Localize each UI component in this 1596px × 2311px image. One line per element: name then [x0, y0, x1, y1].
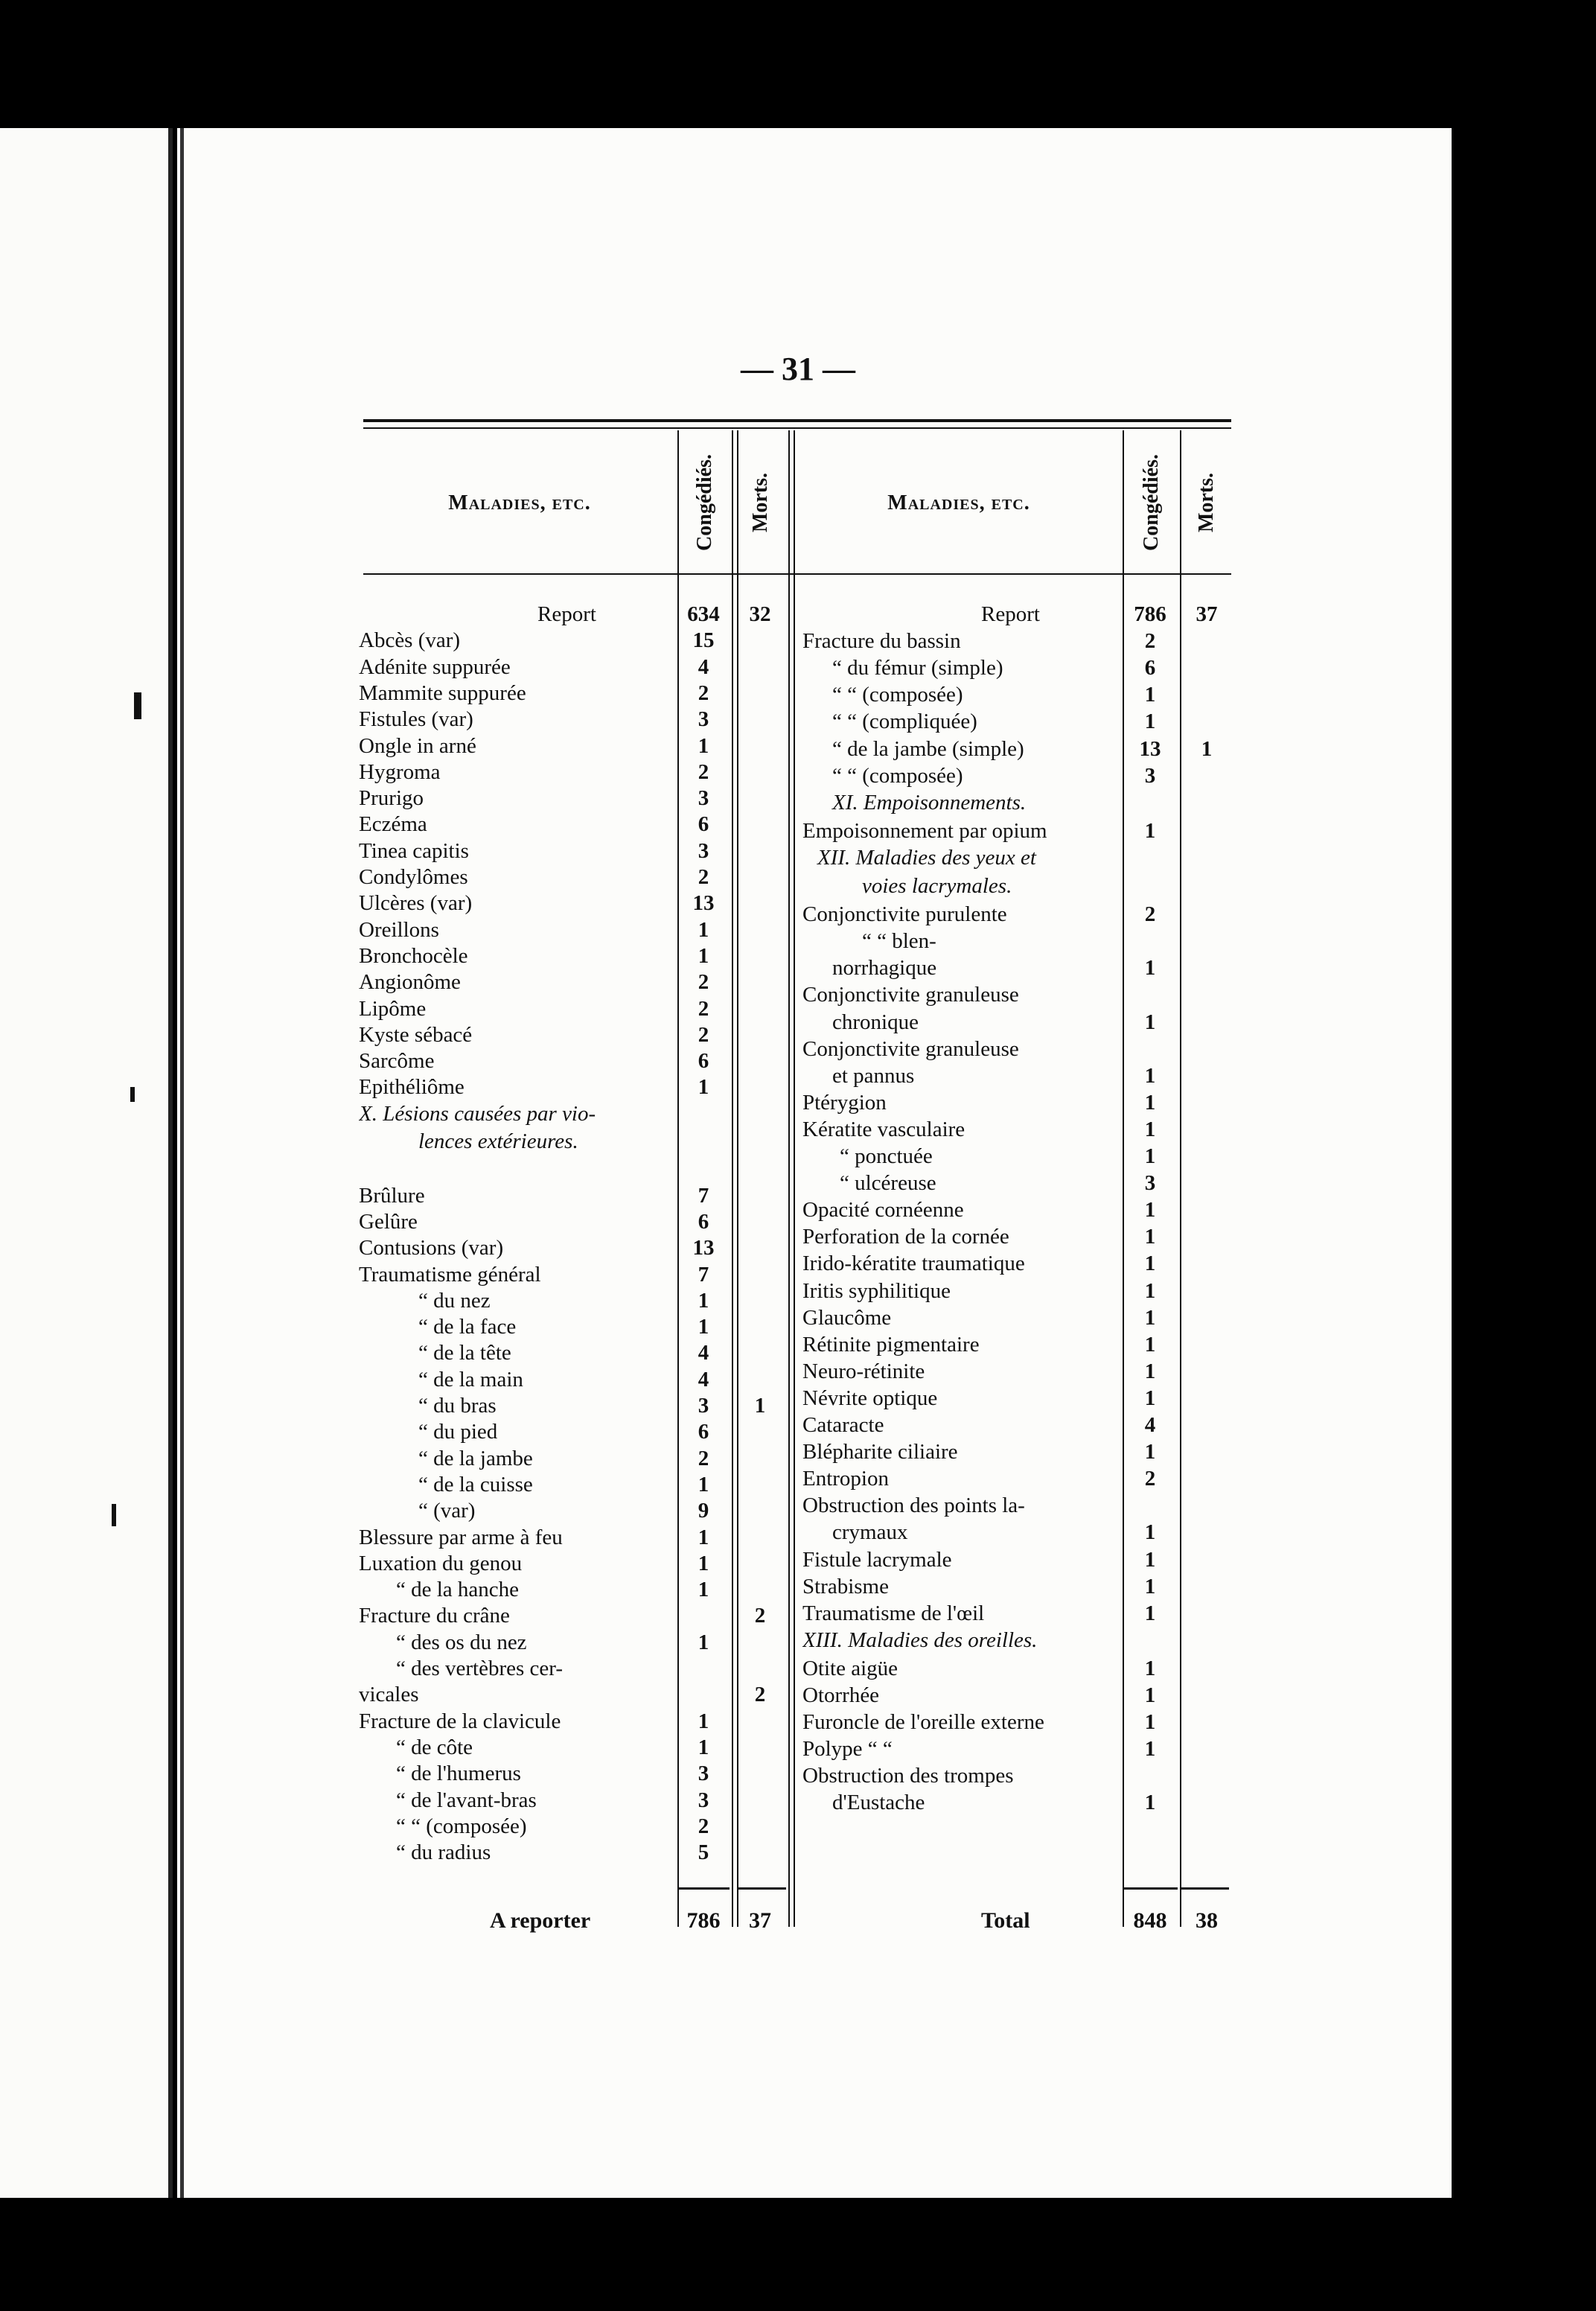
congedies-value: 6: [698, 1049, 709, 1074]
table-row: [802, 709, 1237, 735]
table-row: [359, 1446, 791, 1472]
table-row: [802, 1790, 1237, 1816]
left-total-rule: [679, 1887, 730, 1890]
table-row: [802, 1224, 1237, 1250]
row-label: Brûlure .....: [359, 1183, 673, 1209]
congedies-value: 3: [698, 838, 709, 863]
congedies-value: 3: [1144, 1171, 1156, 1196]
congedies-value: 3: [698, 1788, 709, 1812]
morts-value: 2: [754, 1683, 766, 1707]
row-label: Ongle in arné .....: [359, 733, 673, 759]
table-row: [359, 1603, 791, 1629]
table-row: [359, 1340, 791, 1366]
row-label: Blessure par arme à feu .....: [359, 1525, 673, 1551]
right-total-rule: [1181, 1887, 1229, 1890]
congedies-value: 1: [698, 943, 709, 968]
row-label: Irido-kératite traumatique .....: [802, 1251, 1120, 1277]
table-row: [359, 733, 791, 759]
row-label: “ des os du nez .....: [359, 1630, 673, 1656]
row-label: Kyste sébacé .....: [359, 1022, 673, 1048]
congedies-value: 1: [698, 917, 709, 942]
congedies-value: 4: [698, 1341, 709, 1365]
congedies-value: 7: [698, 1262, 709, 1287]
table-row: [359, 1551, 791, 1577]
table-row: [359, 785, 791, 812]
margin-speck: [112, 1504, 116, 1526]
table-row: [802, 1010, 1237, 1036]
total-label: Total .....: [802, 1907, 1120, 1934]
congedies-value: 2: [1144, 629, 1156, 654]
congedies-value: 1: [698, 1551, 709, 1575]
top-rule: [363, 419, 1231, 422]
table-row: [359, 1262, 791, 1288]
congedies-value: 6: [698, 1420, 709, 1444]
row-label: “ “ (composée) .....: [802, 682, 1120, 708]
section-heading: [359, 1129, 791, 1155]
table-row: [359, 1022, 791, 1048]
row-label: Polype “ “: [802, 1737, 893, 1762]
table-row: [802, 1359, 1237, 1385]
row-label: Traumatisme de l'œil .....: [802, 1601, 1120, 1627]
table-row: [359, 1314, 791, 1340]
table-row: [359, 1209, 791, 1235]
table-row: [802, 1656, 1237, 1682]
right-header-label: Maladies, etc.: [887, 491, 1030, 514]
row-label: Neuro-rétinite .....: [802, 1359, 1120, 1385]
table-row: [802, 602, 1237, 628]
row-label: Fistule lacrymale .....: [802, 1547, 1120, 1573]
congedies-value: 2: [698, 1814, 709, 1838]
table-row: [802, 628, 1237, 654]
table-row: [802, 1763, 1237, 1789]
row-label: Rétinite pigmentaire .....: [802, 1332, 1120, 1358]
table-row: [359, 1682, 791, 1708]
table-row: [802, 818, 1237, 844]
congedies-value: 634: [687, 602, 720, 626]
row-label: Luxation du genou .....: [359, 1551, 673, 1577]
congedies-value: 4: [1144, 1413, 1156, 1437]
table-row: [359, 1788, 791, 1814]
row-label: “ de l'humerus .....: [359, 1761, 673, 1787]
row-label: Epithéliôme .....: [359, 1074, 673, 1100]
congedies-value: 2: [698, 759, 709, 784]
row-label: “ de côte .....: [359, 1735, 673, 1761]
row-label: Fracture du crâne .....: [359, 1603, 673, 1629]
total-congedies: 786: [686, 1908, 721, 1933]
table-row: [802, 1036, 1237, 1062]
row-label: “ “ blen-: [862, 929, 936, 954]
congedies-value: 1: [698, 733, 709, 758]
row-label: X. Lésions causées par vio-: [359, 1101, 596, 1126]
table-row: [359, 838, 791, 864]
row-label: d'Eustache .....: [802, 1790, 1120, 1816]
congedies-value: 1: [1144, 1359, 1156, 1383]
row-label: “ de la main .....: [359, 1367, 673, 1393]
congedies-value: 2: [1144, 1467, 1156, 1491]
table-row: [802, 1412, 1237, 1438]
row-label: Strabisme .....: [802, 1574, 1120, 1600]
congedies-value: 1: [698, 1288, 709, 1313]
row-label: norrhagique .....: [802, 955, 1120, 981]
row-label: “ du radius .....: [359, 1840, 673, 1866]
congedies-value: 1: [698, 1578, 709, 1602]
row-label: Ptérygion .....: [802, 1090, 1120, 1116]
table-row: [359, 1709, 791, 1735]
left-total-rule: [738, 1887, 786, 1890]
column-rule: [794, 430, 795, 1927]
row-label: Traumatisme général .....: [359, 1262, 673, 1288]
congedies-value: 1: [1144, 1737, 1156, 1762]
row-label: Glaucôme .....: [802, 1305, 1120, 1331]
row-label: “ des vertèbres cer-: [396, 1657, 564, 1680]
table-row: [359, 996, 791, 1022]
section-heading: [802, 790, 1237, 816]
table-row: [802, 1439, 1237, 1465]
row-label: “ “ (composée): [396, 1814, 527, 1838]
table-row: [359, 1656, 791, 1682]
row-label: Report .....: [802, 602, 1120, 628]
table-row: [359, 943, 791, 969]
congedies-value: 1: [698, 1735, 709, 1759]
row-label: Gelûre .....: [359, 1209, 673, 1235]
row-label: Sarcôme .....: [359, 1048, 673, 1074]
congedies-value: 13: [692, 1236, 715, 1260]
congedies-value: 3: [698, 707, 709, 732]
row-label: Cataracte .....: [802, 1412, 1120, 1438]
congedies-value: 3: [698, 1762, 709, 1786]
table-row: [802, 928, 1237, 954]
row-label: “ (var) .....: [359, 1498, 673, 1524]
header-rule: [363, 573, 1231, 575]
row-label: Furoncle de l'oreille externe: [802, 1710, 1044, 1735]
row-label: XIII. Maladies des oreilles.: [802, 1628, 1038, 1652]
row-label: Entropion .....: [802, 1466, 1120, 1492]
row-label: Contusions (var) .....: [359, 1235, 673, 1261]
congedies-value: 1: [1144, 1010, 1156, 1034]
congedies-value: 6: [698, 1209, 709, 1234]
congedies-value: 1: [698, 1472, 709, 1496]
right-header-congedies: Congédiés.: [1140, 454, 1163, 551]
congedies-value: 1: [1144, 1063, 1156, 1088]
table-row: [359, 707, 791, 733]
congedies-value: 1: [1144, 1198, 1156, 1223]
table-row: [802, 1466, 1237, 1492]
table-row: [802, 1547, 1237, 1573]
congedies-value: 9: [698, 1499, 709, 1523]
congedies-value: 13: [692, 891, 715, 916]
left-facing-page: [0, 128, 171, 2198]
congedies-value: 1: [1144, 1117, 1156, 1141]
row-label: “ de la jambe .....: [359, 1446, 673, 1472]
congedies-value: 2: [698, 865, 709, 889]
congedies-value: 2: [698, 1022, 709, 1047]
table-row: [359, 1367, 791, 1393]
total-morts: 37: [749, 1908, 771, 1933]
congedies-value: 1: [1144, 1683, 1156, 1707]
table-row: [359, 1472, 791, 1498]
left-header-congedies: Congédiés.: [693, 454, 716, 551]
table-row: [359, 1183, 791, 1209]
row-label: “ de la cuisse .....: [359, 1472, 673, 1498]
row-label: Otite aigüe .....: [802, 1656, 1120, 1682]
row-label: Conjonctivite purulente .....: [802, 902, 1120, 928]
row-label: Hygroma .....: [359, 759, 673, 785]
section-heading: [802, 845, 1237, 871]
table-row: [359, 890, 791, 917]
table-row: [802, 1332, 1237, 1358]
table-row: [802, 902, 1237, 928]
table-row: [359, 864, 791, 890]
congedies-value: 1: [1144, 1656, 1156, 1680]
row-label: Obstruction des trompes: [802, 1764, 1014, 1788]
congedies-value: 2: [1144, 902, 1156, 927]
congedies-value: 2: [698, 996, 709, 1021]
table-row: [359, 1156, 791, 1182]
total-morts: 38: [1196, 1908, 1218, 1933]
row-label: Report .....: [359, 602, 673, 628]
congedies-value: 1: [1144, 1601, 1156, 1625]
row-label: Mammite suppurée .....: [359, 680, 673, 707]
right-total-rule: [1124, 1887, 1178, 1890]
table-row: [802, 1278, 1237, 1304]
table-row: [359, 1074, 791, 1100]
row-label: “ de la tête .....: [359, 1340, 673, 1366]
congedies-value: 3: [698, 1394, 709, 1418]
table-row: [359, 1288, 791, 1314]
row-label: Blépharite ciliaire .....: [802, 1439, 1120, 1465]
table-row: [802, 1170, 1237, 1196]
congedies-value: 2: [698, 1446, 709, 1470]
congedies-value: 6: [698, 812, 709, 837]
congedies-value: 3: [1144, 763, 1156, 788]
congedies-value: 5: [698, 1840, 709, 1865]
table-row: [802, 1709, 1237, 1735]
left-header-label: Maladies, etc.: [448, 491, 591, 514]
row-label: crymaux .....: [802, 1520, 1120, 1546]
table-row: [802, 955, 1237, 981]
row-label: “ ponctuée .....: [802, 1144, 1120, 1170]
table-row: [802, 736, 1237, 762]
row-label: Opacité cornéenne .....: [802, 1197, 1120, 1223]
congedies-value: 2: [698, 970, 709, 995]
table-row: [359, 1577, 791, 1603]
congedies-value: 1: [1144, 1252, 1156, 1276]
table-row: [359, 812, 791, 838]
congedies-value: 2: [698, 680, 709, 705]
table-row: [802, 1520, 1237, 1546]
congedies-value: 1: [1144, 1305, 1156, 1330]
table-row: [802, 1305, 1237, 1331]
table-row: [359, 680, 791, 707]
table-row: [359, 1735, 791, 1761]
table-row: [802, 1197, 1237, 1223]
table-row: [802, 1601, 1237, 1627]
row-label: “ du nez .....: [359, 1288, 673, 1314]
congedies-value: 13: [1139, 736, 1161, 761]
right-header-morts: Morts.: [1195, 472, 1218, 533]
table-row: [359, 1048, 791, 1074]
row-label: Obstruction des points la-: [802, 1494, 1025, 1518]
row-label: “ du pied .....: [359, 1419, 673, 1445]
table-row: [802, 655, 1237, 681]
row-label: Perforation de la cornée .....: [802, 1224, 1120, 1250]
congedies-value: 1: [1144, 683, 1156, 707]
row-label: “ ulcéreuse .....: [802, 1170, 1120, 1196]
row-label: Conjonctivite granuleuse: [802, 983, 1019, 1007]
table-row: [802, 1493, 1237, 1519]
table-row: [359, 1814, 791, 1840]
table-row: [359, 1498, 791, 1524]
congedies-value: 1: [1144, 1547, 1156, 1572]
row-label: “ de la face .....: [359, 1314, 673, 1340]
total-congedies: 848: [1133, 1908, 1167, 1933]
table-row: [802, 1144, 1237, 1170]
left-page-edge: [168, 128, 173, 2198]
congedies-value: 4: [698, 654, 709, 679]
section-heading: [802, 1628, 1237, 1654]
congedies-value: 1: [698, 1630, 709, 1654]
table-row: [802, 1683, 1237, 1709]
congedies-value: 1: [698, 1525, 709, 1549]
morts-value: 1: [1201, 736, 1213, 761]
congedies-value: 786: [1134, 602, 1166, 626]
table-row: [359, 1419, 791, 1445]
row-label: “ de la jambe (simple): [832, 736, 1024, 761]
congedies-value: 1: [1144, 1710, 1156, 1735]
table-row: [802, 1386, 1237, 1412]
row-label: Eczéma .....: [359, 812, 673, 838]
congedies-value: 1: [698, 1315, 709, 1339]
table-row: [802, 982, 1237, 1008]
row-label: Tinea capitis .....: [359, 838, 673, 864]
row-label: Ulcères (var) .....: [359, 890, 673, 917]
row-label: Fistules (var) .....: [359, 707, 673, 733]
row-label: Prurigo .....: [359, 785, 673, 812]
table-row: [359, 759, 791, 785]
page-spine: [180, 128, 184, 2198]
table-row: [359, 969, 791, 995]
congedies-value: 1: [1144, 1144, 1156, 1168]
top-rule-thin: [363, 427, 1231, 429]
congedies-value: 1: [1144, 1332, 1156, 1357]
section-heading: [359, 1101, 791, 1127]
row-label: Bronchocèle .....: [359, 943, 673, 969]
morts-value: 1: [754, 1394, 766, 1418]
congedies-value: 7: [698, 1183, 709, 1208]
table-row: [359, 1761, 791, 1787]
congedies-value: 6: [1144, 656, 1156, 680]
table-row: [802, 1736, 1237, 1762]
margin-speck: [130, 1087, 135, 1102]
row-label: Névrite optique .....: [802, 1386, 1120, 1412]
congedies-value: 1: [1144, 1574, 1156, 1598]
congedies-value: 1: [1144, 1440, 1156, 1464]
table-row: [359, 1840, 791, 1866]
table-row: [802, 682, 1237, 708]
table-row: [802, 1574, 1237, 1600]
row-label: Empoisonnement par opium: [802, 818, 1047, 843]
row-label: XI. Empoisonnements.: [832, 790, 1027, 815]
row-label: “ “ (compliquée): [832, 710, 977, 734]
row-label: XII. Maladies des yeux et: [817, 845, 1036, 870]
row-label: “ du bras .....: [359, 1393, 673, 1419]
row-label: Lipôme .....: [359, 996, 673, 1022]
section-heading: [802, 873, 1237, 899]
row-label: voies lacrymales.: [862, 874, 1012, 898]
congedies-value: 1: [1144, 956, 1156, 981]
table-row: [802, 763, 1237, 789]
table-row: [359, 628, 791, 654]
table-row: [359, 1235, 791, 1261]
congedies-value: 1: [698, 1075, 709, 1100]
row-label: Conjonctivite granuleuse: [802, 1036, 1019, 1061]
row-label: Otorrhée .....: [802, 1683, 1120, 1709]
congedies-value: 1: [1144, 1791, 1156, 1815]
morts-value: 2: [754, 1604, 766, 1628]
table-row: [359, 1630, 791, 1656]
table-row: [359, 917, 791, 943]
congedies-value: 1: [1144, 1278, 1156, 1303]
table-row: [802, 1063, 1237, 1089]
row-label: et pannus .....: [802, 1063, 1120, 1089]
row-label: Abcès (var) .....: [359, 628, 673, 654]
table-row: [359, 1393, 791, 1419]
row-label: lences extérieures.: [418, 1129, 578, 1153]
table-row: [359, 602, 791, 628]
row-label: Iritis syphilitique .....: [802, 1278, 1120, 1304]
total-label: A reporter .....: [359, 1907, 673, 1934]
table-row: [359, 654, 791, 680]
congedies-value: 3: [698, 786, 709, 811]
row-label: Kératite vasculaire .....: [802, 1117, 1120, 1143]
morts-value: 37: [1196, 602, 1218, 626]
table-row: [802, 1251, 1237, 1277]
row-label: chronique .....: [802, 1010, 1120, 1036]
row-label: “ du fémur (simple) .....: [802, 655, 1120, 681]
margin-speck: [134, 692, 141, 719]
page-number: — 31 —: [741, 351, 855, 387]
row-label: [359, 1156, 673, 1182]
congedies-value: 1: [1144, 818, 1156, 843]
congedies-value: 1: [1144, 1090, 1156, 1115]
row-label: Fracture du bassin .....: [802, 628, 1120, 654]
congedies-value: 1: [1144, 710, 1156, 734]
congedies-value: 1: [1144, 1225, 1156, 1249]
row-label: Fracture de la clavicule .....: [359, 1709, 673, 1735]
congedies-value: 4: [698, 1367, 709, 1392]
table-row: [359, 1525, 791, 1551]
row-label: Oreillons .....: [359, 917, 673, 943]
row-label: vicales .....: [359, 1682, 673, 1708]
congedies-value: 1: [1144, 1386, 1156, 1410]
congedies-value: 1: [1144, 1520, 1156, 1545]
row-label: “ de l'avant-bras .....: [359, 1788, 673, 1814]
row-label: Condylômes .....: [359, 864, 673, 890]
row-label: Angionôme .....: [359, 969, 673, 995]
table-row: [802, 1090, 1237, 1116]
table-row: [802, 1117, 1237, 1143]
row-label: “ “ (composée): [832, 763, 963, 788]
morts-value: 32: [749, 602, 771, 626]
congedies-value: 1: [698, 1709, 709, 1733]
left-header-morts: Morts.: [749, 472, 772, 533]
row-label: “ de la hanche .....: [359, 1577, 673, 1603]
congedies-value: 15: [692, 628, 715, 653]
row-label: Adénite suppurée .....: [359, 654, 673, 680]
